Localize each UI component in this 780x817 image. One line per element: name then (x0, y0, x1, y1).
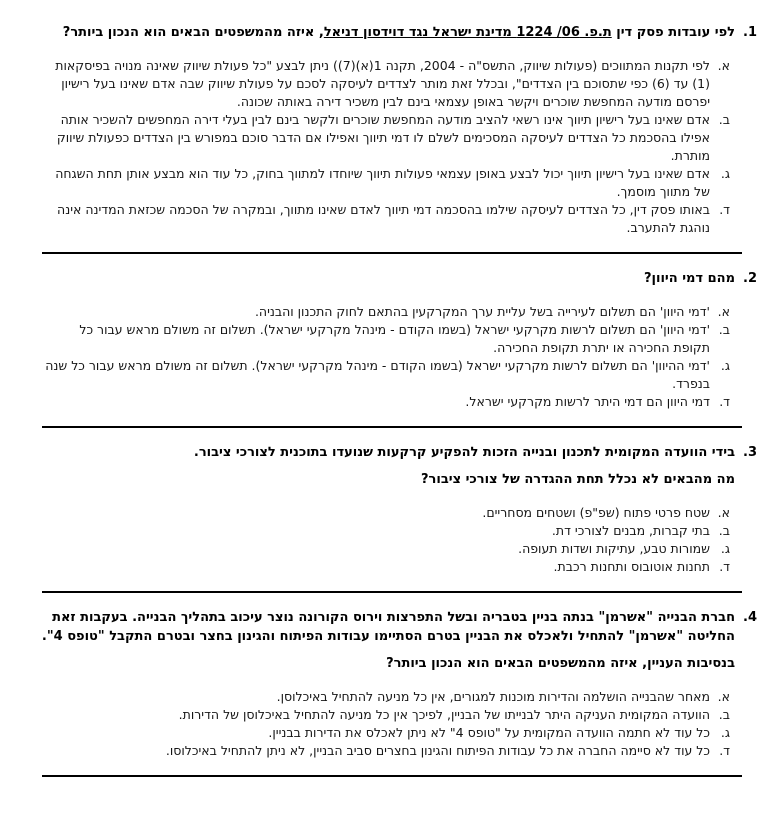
option-d (40, 201, 730, 237)
option-letter: א. (717, 505, 730, 520)
section-divider (42, 426, 742, 428)
question-title (40, 443, 735, 489)
case-citation-underlined: ת.פ. 06/ 1224 מדינת ישראל נגד דוידסון דניאל (323, 25, 612, 40)
option-text: בתי קברות, מבנים לצורכי דת. (551, 523, 710, 538)
question-number: 4. (743, 610, 757, 625)
question-number: 1. (743, 25, 757, 40)
option-letter: א. (717, 304, 730, 319)
question-2 (40, 269, 757, 411)
option-text: אדם שאינו בעל רישיון תיווך אינו רשאי להציב מודעה המחפשת שוכרים ולקשר בינם לבין בעלי דירה המחפשים להשכיר אותה אפילו בהסכמת כל הצדדים לעיסקה המסכימים לשלם לו דמי תיווך ואפילו אם הדבר סוכם במפורש בין הצדדים כפעולת שיווק מותרת. (56, 112, 710, 163)
option-letter: ג. (720, 358, 730, 373)
option-b (40, 522, 730, 540)
option-c (40, 165, 730, 201)
title-prefix: לפי עובדות פסק דין (611, 25, 735, 40)
question-number: 3. (743, 445, 757, 460)
options-list (40, 57, 730, 237)
question-3 (40, 443, 757, 576)
title-suffix: , איזה מהמשפטים הבאים הוא הנכון ביותר? (62, 25, 324, 40)
question-3-title-line1: בידי הוועדה המקומית לתכנון ובנייה הזכות להפקיע קרקעות שנועדו בתוכנית לצורכי ציבור. (193, 445, 735, 460)
option-letter: ד. (719, 202, 730, 217)
options-list (40, 688, 730, 760)
question-1-header (40, 23, 757, 42)
question-title (40, 608, 735, 673)
question-1 (40, 23, 757, 237)
option-a (40, 504, 730, 522)
option-letter: א. (717, 689, 730, 704)
question-title (40, 269, 735, 288)
question-3-header (40, 443, 757, 489)
option-text: מאחר שהבנייה הושלמה והדירות מוכנות למגורים, אין כל מניעה להתחיל באיכלוסן. (276, 689, 710, 704)
option-a (40, 303, 730, 321)
section-divider (42, 775, 742, 777)
option-text: שמורות טבע, עתיקות ושדות תעופה. (518, 541, 710, 556)
option-text: באותו פסק דין, כל הצדדים לעיסקה שילמו בהסכמה דמי תיווך לאדם שאינו מתווך, ובמקרה של הסכמה שכזאת המדינה אינה נוהגת להתערב. (57, 202, 710, 235)
options-list (40, 504, 730, 576)
option-letter: ב. (718, 707, 730, 722)
option-letter: ב. (718, 112, 730, 127)
option-c (40, 357, 730, 393)
question-4-title-para2: בנסיבות העניין, איזה מהמשפטים הבאים הוא הנכון ביותר? (386, 656, 735, 671)
option-text: 'דמי היוון' הם תשלום לרשות מקרקעי ישראל (בשמו הקודם - מינהל מקרקעי ישראל). תשלום זה משולם מראש עבור כל תקופת החכירה או יתרת תקופת החכירה. (79, 322, 710, 355)
option-b (40, 111, 730, 165)
option-a (40, 688, 730, 706)
option-text: כל עוד לא סיימה החברה את כל עבודות הפיתוח והגינון בחצרים סביב הבניין, לא ניתן להתחיל באיכלוסו. (165, 743, 710, 758)
option-letter: א. (717, 58, 730, 73)
option-text: אדם שאינו בעל רישיון תיווך יכול לבצע באופן עצמאי פעולות תיווך שיוחדו למתווך בחוק, כל עוד הוא מבצע אותן תחת השגחה של מתווך מוסמך. (55, 166, 710, 199)
question-4-title-para1: חברת הבנייה "אשרמן" בנתה בניין בטבריה ובשל התפרצות וירוס הקורונה נוצר עיכוב בתהליך הבנייה. בעקבות זאת החליטה "אשרמן" להתחיל ולאכלס את הבניין בטרם הסתיימו עבודות הפיתוח והגינון בחצר ובטרם התקבל "טופס 4". (41, 610, 735, 644)
question-1-title-line (40, 23, 735, 42)
option-text: דמי היוון הם דמי היתר לרשות מקרקעי ישראל. (465, 394, 710, 409)
question-4-header (40, 608, 757, 673)
option-a (40, 57, 730, 111)
option-letter: ג. (720, 166, 730, 181)
option-text: לפי תקנות המתווכים (פעולות שיווק, התשס"ה - 2004, תקנה 1(א)(7)) ניתן לבצע "כל פעולת שיווק שאינה מנויה בפיסקאות (1) עד (6) כפי שתסוכם בין הצדדים", ובכלל זאת מותר לצדדים לעיסקה לסכם על פעולת שיווק שבה אדם שאינו בעל רישיון יפרסם מודעה המחפשת שוכרים ויקשר באופן עצמאי בינם לבין משכיר דירה באותה שכונה. (55, 58, 710, 109)
question-2-header (40, 269, 757, 288)
question-title (40, 23, 735, 42)
option-text: כל עוד לא חתמה הוועדה המקומית על "טופס 4" לא ניתן לאכלס את הדירות בבניין. (268, 725, 710, 740)
option-text: 'דמי ההיוון' הם תשלום לרשות מקרקעי ישראל (בשמו הקודם - מינהל מקרקעי ישראל). תשלום זה משולם מראש עבור כל שנה בנפרד. (45, 358, 710, 391)
section-divider (42, 252, 742, 254)
option-letter: ד. (719, 394, 730, 409)
option-letter: ג. (720, 725, 730, 740)
option-b (40, 321, 730, 357)
option-d (40, 393, 730, 411)
option-text: שטח פרטי פתוח (שפ"פ) ושטחים מסחריים. (482, 505, 710, 520)
option-c (40, 540, 730, 558)
question-4 (40, 608, 757, 760)
question-number: 2. (743, 271, 757, 286)
question-2-title-line: מהם דמי היוון? (643, 271, 735, 286)
section-divider (42, 591, 742, 593)
option-letter: ב. (718, 322, 730, 337)
option-d (40, 558, 730, 576)
options-list (40, 303, 730, 411)
option-letter: ד. (719, 743, 730, 758)
option-text: 'דמי היוון' הם תשלום לעירייה בשל עליית ערך המקרקעין בהתאם לחוק התכנון והבניה. (254, 304, 710, 319)
option-letter: ג. (720, 541, 730, 556)
option-b (40, 706, 730, 724)
option-text: תחנות אוטובוס ותחנות רכבת. (553, 559, 710, 574)
option-letter: ב. (718, 523, 730, 538)
option-text: הוועדה המקומית העניקה היתר לבנייתו של הבניין, לפיכך אין כל מניעה להתחיל באיכלוסן של הדירות. (178, 707, 710, 722)
option-letter: ד. (719, 559, 730, 574)
option-c (40, 724, 730, 742)
option-d (40, 742, 730, 760)
question-3-title-line2: מה מהבאים לא נכלל תחת ההגדרה של צורכי ציבור? (421, 472, 735, 487)
